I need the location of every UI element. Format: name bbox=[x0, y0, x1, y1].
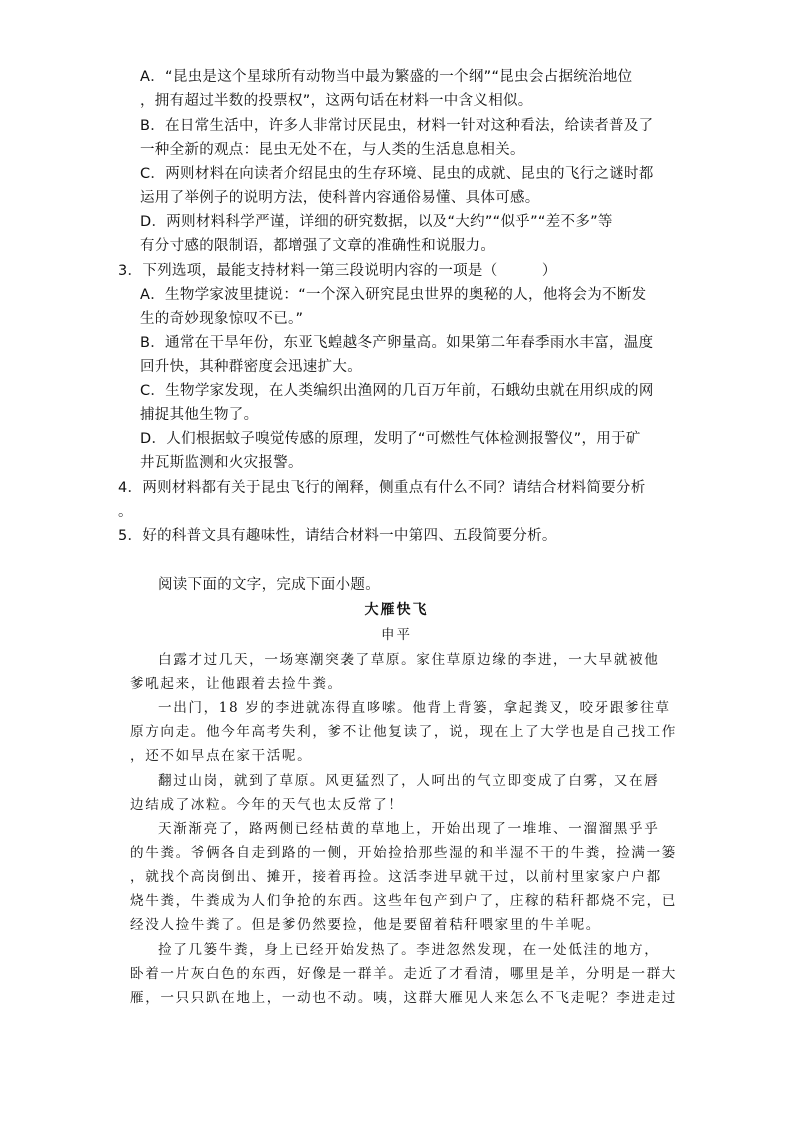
story-line: ，就找个高岗倒出、摊开，接着再捡。这活李进早就干过，以前村里家家户户都 bbox=[130, 869, 662, 885]
q2-option-c-line1: C．两则材料在向读者介绍昆虫的生存环境、昆虫的成就、昆虫的飞行之谜时都 bbox=[140, 166, 654, 182]
reading-instruction: 阅读下面的文字，完成下面小题。 bbox=[158, 577, 380, 593]
q2-option-a-line2: ，拥有超过半数的投票权”，这两句话在材料一中含义相似。 bbox=[140, 93, 533, 109]
story-line: 经没人捡牛粪了。但是爹仍然要捡，他是要留着秸秆喂家里的牛羊呢。 bbox=[130, 917, 602, 933]
q4-line1: 4．两则材料都有关于昆虫飞行的阐释，侧重点有什么不同？请结合材料简要分析 bbox=[118, 480, 646, 496]
story-line: 雁，一只只趴在地上，一动也不动。咦，这群大雁见人来怎么不飞走呢？李进走过 bbox=[130, 990, 677, 1006]
story-line: 一出门，18 岁的李进就冻得直哆嗦。他背上背篓，拿起粪叉，咬牙跟爹往草 bbox=[158, 700, 671, 716]
story-author: 申平 bbox=[381, 627, 412, 643]
q3-option-c-line1: C．生物学家发现，在人类编织出渔网的几百万年前，石蛾幼虫就在用织成的网 bbox=[140, 383, 654, 399]
q5-line1: 5．好的科普文具有趣味性，请结合材料一中第四、五段简要分析。 bbox=[118, 528, 557, 544]
q3-stem: 3．下列选项，最能支持材料一第三段说明内容的一项是（ ） bbox=[118, 263, 557, 279]
q3-option-d-line2: 井瓦斯监测和火灾报警。 bbox=[140, 455, 303, 471]
q3-option-a-line1: A．生物学家波里捷说：“一个深入研究昆虫世界的奥秘的人，他将会为不断发 bbox=[140, 287, 647, 303]
q3-option-c-line2: 捕捉其他生物了。 bbox=[140, 407, 259, 423]
story-line: 翻过山岗，就到了草原。风更猛烈了，人呵出的气立即变成了白雾，又在唇 bbox=[158, 773, 660, 789]
story-line: 的牛粪。爷俩各自走到路的一侧，开始捡拾那些湿的和半湿不干的牛粪，捡满一篓 bbox=[130, 845, 677, 861]
q3-option-b-line2: 回升快，其种群密度会迅速扩大。 bbox=[140, 359, 362, 375]
q3-option-a-line2: 生的奇妙现象惊叹不已。” bbox=[140, 311, 304, 327]
q2-option-d-line2: 有分寸感的限制语，都增强了文章的准确性和说服力。 bbox=[140, 238, 496, 254]
story-line: 捡了几篓牛粪，身上已经开始发热了。李进忽然发现，在一处低洼的地方， bbox=[158, 942, 660, 958]
q2-option-b-line2: 一种全新的观点：昆虫无处不在，与人类的生活息息相关。 bbox=[140, 142, 525, 158]
q2-option-b-line1: B．在日常生活中，许多人非常讨厌昆虫，材料一针对这种看法，给读者普及了 bbox=[140, 118, 654, 134]
story-line: 原方向走。他今年高考失利，爹不让他复读了，说，现在上了大学也是自己找工作 bbox=[130, 724, 677, 740]
q3-option-d-line1: D．人们根据蚊子嗅觉传感的原理，发明了“可燃性气体检测报警仪”，用于矿 bbox=[140, 431, 641, 447]
story-line: 卧着一片灰白色的东西，好像是一群羊。走近了才看清，哪里是羊，分明是一群大 bbox=[130, 966, 677, 982]
story-line: 边结成了冰粒。今年的天气也太反常了！ bbox=[130, 797, 404, 813]
story-line: ，还不如早点在家干活呢。 bbox=[130, 748, 313, 764]
q4-line2: 。 bbox=[118, 504, 133, 520]
story-title: 大雁快飞 bbox=[364, 602, 429, 618]
story-line: 爹吼起来，让他跟着去捡牛粪。 bbox=[130, 676, 343, 692]
q2-option-a-line1: A．“昆虫是这个星球所有动物当中最为繁盛的一个纲”“昆虫会占据统治地位 bbox=[140, 69, 633, 85]
q2-option-c-line2: 运用了举例子的说明方法，使科普内容通俗易懂、具体可感。 bbox=[140, 190, 540, 206]
q2-option-d-line1: D．两则材料科学严谨，详细的研究数据，以及“大约”“似乎”“差不多”等 bbox=[140, 214, 613, 230]
story-line: 烧牛粪，牛粪成为人们争抢的东西。这些年包产到户了，庄稼的秸秆都烧不完，已 bbox=[130, 893, 677, 909]
story-line: 白露才过几天，一场寒潮突袭了草原。家住草原边缘的李进，一大早就被他 bbox=[158, 652, 660, 668]
q3-option-b-line1: B．通常在干旱年份，东亚飞蝗越冬产卵量高。如果第二年春季雨水丰富，温度 bbox=[140, 335, 654, 351]
story-line: 天渐渐亮了，路两侧已经枯黄的草地上，开始出现了一堆堆、一溜溜黑乎乎 bbox=[158, 821, 660, 837]
